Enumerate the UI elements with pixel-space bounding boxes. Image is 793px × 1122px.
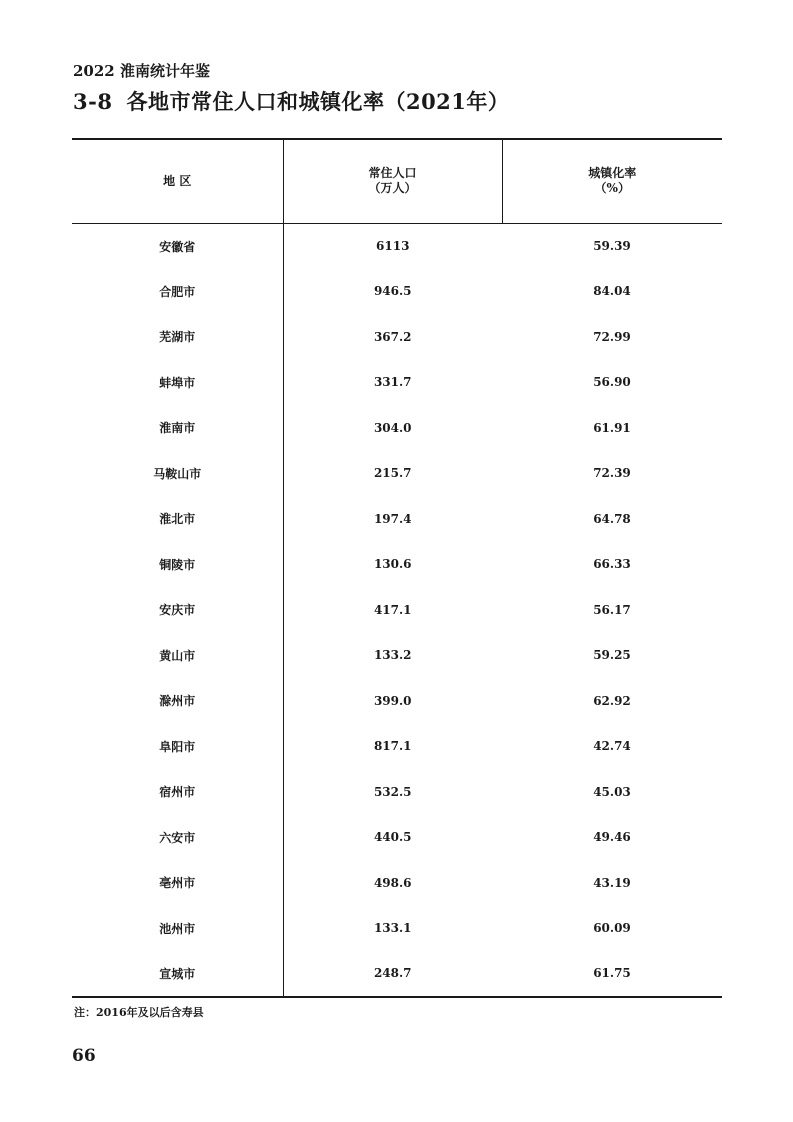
header-urbanization bbox=[502, 139, 722, 223]
cell-population: 215.7 bbox=[373, 466, 412, 481]
cell-population: 248.7 bbox=[283, 951, 502, 997]
cell-population: 440.5 bbox=[373, 830, 412, 845]
header-region bbox=[72, 139, 283, 223]
cell-urbanization: 64.78 bbox=[593, 511, 631, 526]
population-table bbox=[72, 138, 722, 998]
cell-region: 蚌埠市 bbox=[72, 360, 283, 406]
cell-urbanization: 66.33 bbox=[593, 557, 631, 572]
table-row bbox=[72, 860, 722, 906]
cell-region: 安庆市 bbox=[72, 587, 283, 633]
header-population-unit: （万人） bbox=[368, 181, 417, 196]
table-row bbox=[72, 906, 722, 952]
table-body bbox=[72, 223, 722, 997]
cell-urbanization: 45.03 bbox=[593, 784, 631, 799]
cell-population: 130.6 bbox=[373, 557, 412, 572]
cell-population: 367.2 bbox=[373, 329, 412, 344]
cell-population: 197.4 bbox=[373, 511, 412, 526]
cell-population: 399.0 bbox=[373, 693, 412, 708]
table-row bbox=[72, 223, 722, 269]
cell-urbanization: 62.92 bbox=[593, 693, 631, 708]
table-title bbox=[73, 86, 509, 116]
cell-urbanization: 60.09 bbox=[593, 921, 631, 936]
cell-urbanization: 59.39 bbox=[593, 239, 631, 253]
table-title-text: 各地市常住人口和城镇化率（2021年） bbox=[126, 89, 510, 114]
header-urbanization-unit: （%） bbox=[594, 181, 630, 196]
cell-population: 532.5 bbox=[373, 784, 412, 799]
cell-urbanization: 59.25 bbox=[593, 648, 631, 663]
table-row bbox=[72, 269, 722, 315]
table-row bbox=[72, 678, 722, 724]
cell-urbanization: 56.90 bbox=[593, 375, 631, 390]
table-row bbox=[72, 405, 722, 451]
table-row bbox=[72, 724, 722, 770]
cell-population: 946.5 bbox=[373, 284, 412, 299]
cell-region: 池州市 bbox=[72, 906, 283, 952]
header-population-label: 常住人口 bbox=[368, 166, 417, 181]
cell-urbanization: 61.75 bbox=[502, 951, 722, 997]
cell-population: 498.6 bbox=[373, 875, 412, 890]
table-row bbox=[72, 815, 722, 861]
cell-region: 马鞍山市 bbox=[72, 451, 283, 497]
table-row bbox=[72, 542, 722, 588]
cell-region: 合肥市 bbox=[72, 269, 283, 315]
table-row bbox=[72, 951, 722, 997]
header-urbanization-label: 城镇化率 bbox=[588, 166, 637, 181]
cell-region: 淮南市 bbox=[72, 405, 283, 451]
page-number: 66 bbox=[72, 1046, 96, 1066]
cell-urbanization: 72.39 bbox=[593, 466, 631, 481]
cell-region: 宣城市 bbox=[72, 951, 283, 997]
cell-urbanization: 42.74 bbox=[593, 739, 631, 754]
cell-urbanization: 49.46 bbox=[593, 830, 631, 845]
cell-population: 817.1 bbox=[373, 739, 412, 754]
table-row bbox=[72, 587, 722, 633]
cell-population: 133.1 bbox=[373, 921, 412, 936]
cell-region: 滁州市 bbox=[72, 678, 283, 724]
running-header: 2022 淮南统计年鉴 bbox=[73, 62, 210, 80]
cell-urbanization: 43.19 bbox=[593, 875, 631, 890]
cell-region: 宿州市 bbox=[72, 769, 283, 815]
cell-region: 亳州市 bbox=[72, 860, 283, 906]
cell-region: 铜陵市 bbox=[72, 542, 283, 588]
cell-population: 331.7 bbox=[373, 375, 412, 390]
cell-region: 阜阳市 bbox=[72, 724, 283, 770]
cell-region: 黄山市 bbox=[72, 633, 283, 679]
cell-urbanization: 56.17 bbox=[593, 602, 631, 617]
table-header-row bbox=[72, 139, 722, 223]
cell-population: 304.0 bbox=[373, 420, 412, 435]
table-row bbox=[72, 314, 722, 360]
table-row bbox=[72, 360, 722, 406]
cell-region: 淮北市 bbox=[72, 496, 283, 542]
cell-population: 6113 bbox=[376, 239, 410, 253]
cell-population: 133.2 bbox=[373, 648, 412, 663]
table-row bbox=[72, 496, 722, 542]
cell-population: 417.1 bbox=[373, 602, 412, 617]
cell-region: 芜湖市 bbox=[72, 314, 283, 360]
cell-urbanization: 84.04 bbox=[593, 284, 631, 299]
table-row bbox=[72, 633, 722, 679]
table-note: 注：2016年及以后含寿县 bbox=[74, 1006, 204, 1019]
table-row bbox=[72, 451, 722, 497]
table-number: 3-8 bbox=[73, 89, 113, 114]
header-region-label: 地 区 bbox=[163, 173, 192, 188]
cell-region: 六安市 bbox=[72, 815, 283, 861]
header-population bbox=[283, 139, 502, 223]
table-row bbox=[72, 769, 722, 815]
cell-urbanization: 72.99 bbox=[593, 329, 631, 344]
cell-region: 安徽省 bbox=[72, 223, 283, 269]
cell-urbanization: 61.91 bbox=[593, 420, 631, 435]
